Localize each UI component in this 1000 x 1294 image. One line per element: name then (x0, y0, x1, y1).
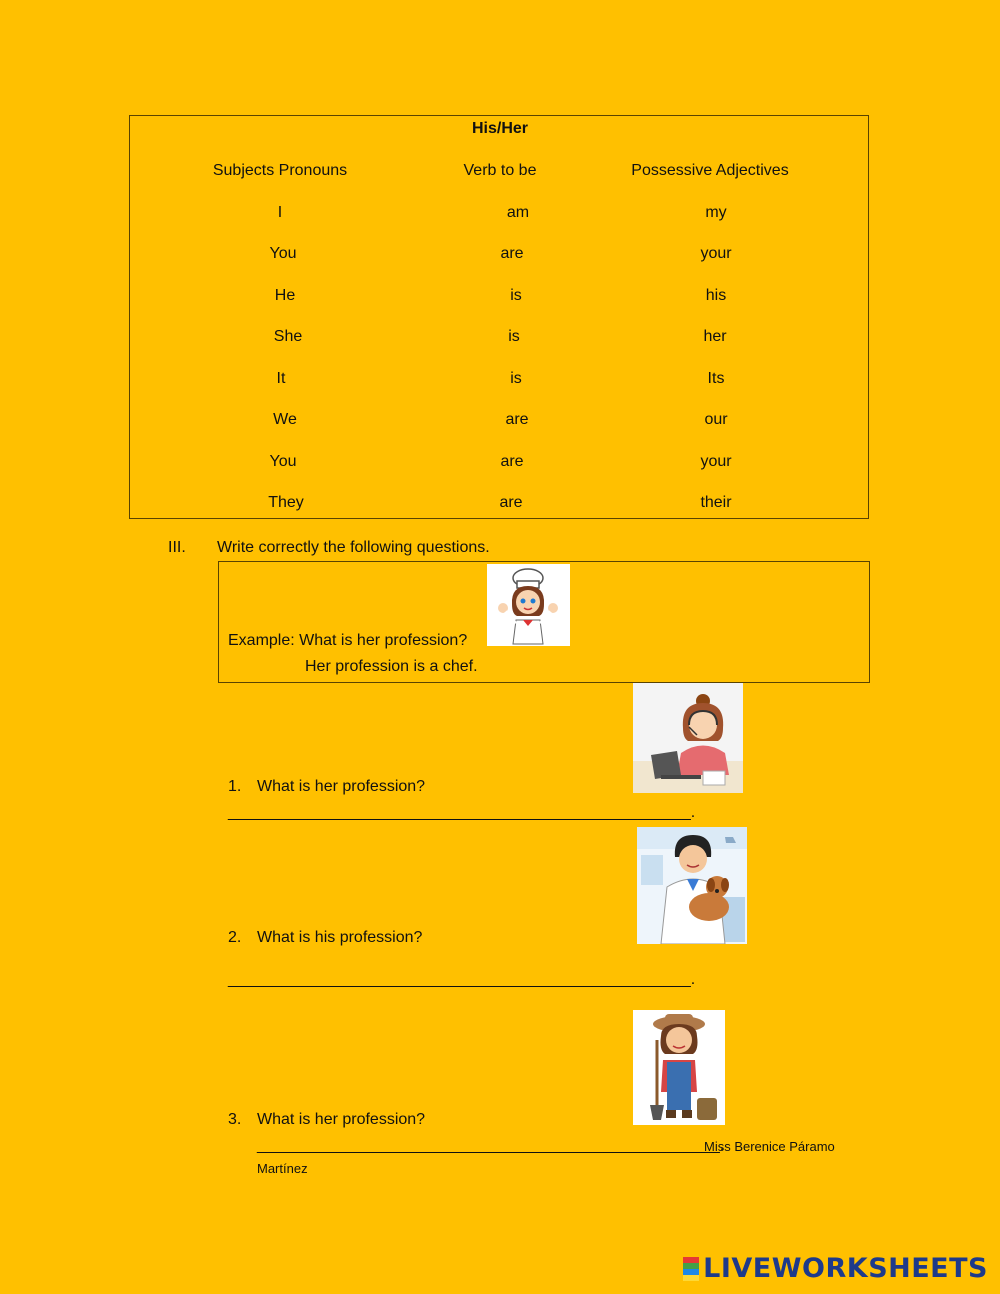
row-possessive: our (704, 411, 728, 428)
row-subject: He (274, 287, 296, 304)
grammar-title: His/Her (471, 120, 529, 137)
row-subject: It (276, 370, 286, 387)
row-subject: They (268, 494, 304, 511)
call-center-woman-image (633, 683, 743, 793)
row-verb: is (510, 370, 522, 387)
question-text: What is her profession? (257, 1111, 426, 1128)
section-instruction: Write correctly the following questions. (217, 539, 490, 556)
row-possessive: your (700, 453, 732, 470)
veterinarian-man-image (637, 827, 747, 944)
row-verb: is (508, 328, 520, 345)
example-answer: Her profession is a chef. (305, 658, 478, 675)
header-subject-pronouns: Subjects Pronouns (212, 162, 348, 179)
question-number: 2. (228, 929, 242, 946)
row-possessive: their (700, 494, 732, 511)
example-question: Example: What is her profession? (228, 632, 468, 649)
answer-blank[interactable]: ____________________________________________________. (228, 804, 696, 821)
farmer-woman-image (633, 1010, 725, 1125)
row-possessive: Its (707, 370, 725, 387)
row-verb: are (500, 245, 524, 262)
answer-blank[interactable]: ____________________________________________________. (228, 971, 696, 988)
author-name-first-line: Miss Berenice Páramo (704, 1139, 835, 1154)
row-verb: are (500, 453, 524, 470)
question-text: What is her profession? (257, 778, 426, 795)
row-subject: She (273, 328, 303, 345)
question-number: 3. (228, 1111, 242, 1128)
row-possessive: your (700, 245, 732, 262)
grammar-table-box (129, 115, 869, 519)
row-possessive: my (705, 204, 727, 221)
row-subject: I (277, 204, 283, 221)
liveworksheets-logo (683, 1253, 988, 1284)
chef-girl-image (487, 564, 570, 646)
question-number: 1. (228, 778, 242, 795)
row-subject: You (269, 245, 297, 262)
author-name-second-line: Martínez (257, 1161, 308, 1176)
row-subject: We (273, 411, 297, 428)
row-verb: is (510, 287, 522, 304)
live-badge-icon (683, 1257, 699, 1281)
row-verb: am (506, 204, 530, 221)
logo-text: LIVEWORKSHEETS (703, 1253, 988, 1284)
header-possessive-adjectives: Possessive Adjectives (631, 162, 789, 179)
section-numeral: III. (168, 539, 186, 556)
row-subject: You (269, 453, 297, 470)
header-verb-to-be: Verb to be (463, 162, 537, 179)
row-verb: are (499, 494, 523, 511)
row-verb: are (505, 411, 529, 428)
row-possessive: her (703, 328, 727, 345)
answer-blank[interactable]: ____________________________________________________. (257, 1137, 725, 1154)
row-possessive: his (705, 287, 727, 304)
question-text: What is his profession? (257, 929, 423, 946)
